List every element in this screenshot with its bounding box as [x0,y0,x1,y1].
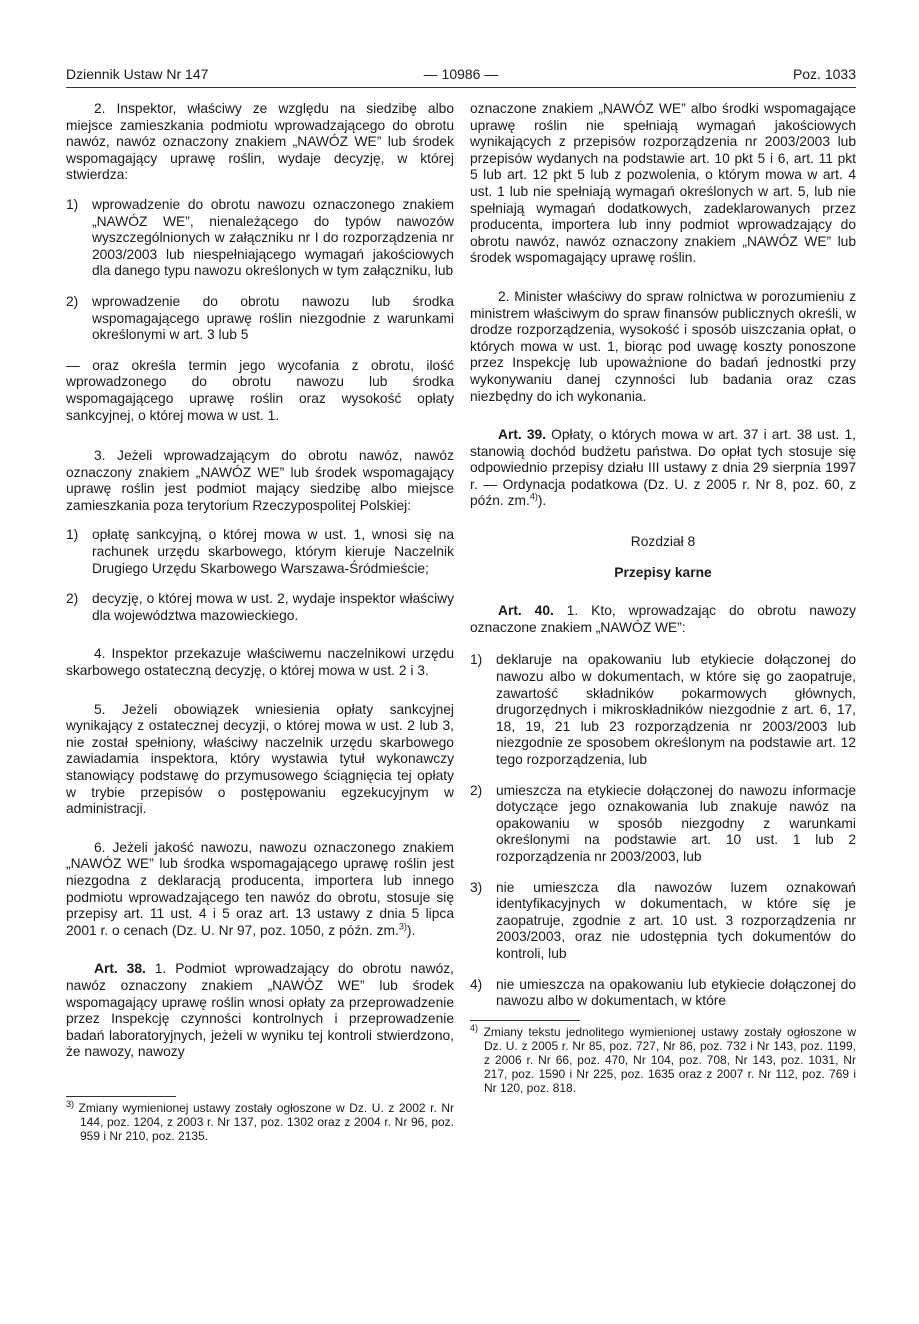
list-item: 1) opłatę sankcyjną, o której mowa w ust. 1, wnosi się na rachunek urzędu skarbowego, którym kieruje Naczelnik Drugiego Urzędu Skarbowego Warszawa-Śródmieście; [66,527,454,576]
list-item: 2) wprowadzenie do obrotu nawozu lub środka wspomagającego uprawę roślin niezgodnie z warunkami określonymi w art. 3 lub 5 [66,293,454,343]
list-item: 1) deklaruje na opakowaniu lub etykiecie dołączonej do nawozu albo w dokumentach, w które się go zaopatruje, zawartość składników pokarmowych głównych, drugorzędnych i mikroskładników niezgodnie z art. 6, 17, 18, 19, 21 lub 23 rozporządzenia nr 2003/2003 lub niezgodnie ze sposobem określonym na podstawie art. 12 tego rozporządzenia, lub [470,652,856,767]
footnote-ref: 3) [398,921,407,932]
list-item: 4) nie umieszcza na opakowaniu lub etykiecie dołączonej do nawozu albo w dokumentach, w które [470,976,856,1009]
article-label: Art. 40. [498,603,554,619]
chapter-number: Rozdział 8 [630,534,696,550]
paragraph-continued: oznaczone znakiem „NAWÓZ WE” albo środki wspomagające uprawę roślin nie spełniają wymagań jakościowych wynikających z przepisów rozporządzenia nr 2003/2003 lub przepisów wydanych na podstawie art. 10 pkt 5 i 6, art. 11 pkt 5 lub art. 12 pkt 5 lub z pozwolenia, o którym mowa w art. 4 ust. 1 lub nie spełniają wymagań określonych w art. 5, lub nie spełniają wymagań dodatkowych, zadeklarowanych przez producenta, importera lub inny podmiot wprowadzający do obrotu nawóz, nawóz oznaczony znakiem „NAWÓZ WE” lub środek wspomagający uprawę roślin. [470,101,856,266]
list-item: 1) wprowadzenie do obrotu nawozu oznaczonego znakiem „NAWÓZ WE”, nienależącego do typów nawozów wyszczególnionych w załączniku nr I do rozporządzenia nr 2003/2003 lub niespełniającego wymagań jakościowych dla danego typu nawozu określonych w tym załączniku, lub [66,196,454,279]
paragraph-2-right: 2. Minister właściwy do spraw rolnictwa w porozumieniu z ministrem właściwym do spraw finansów publicznych określi, w drodze rozporządzenia, wysokość i sposób uiszczania opłat, o których mowa w ust. 1, biorąc pod uwagę koszty ponoszone przez Inspekcję lub upoważnione do badań jednostki przy wykonywaniu danej czynności lub badania oraz czas niezbędny do ich wykonania. [470,288,856,404]
footnote-3: $^{3)}$ Zmiany wymienionej ustawy zostały ogłoszone w Dz. U. z 2002 r. Nr 144, poz. 1204, z 2003 r. Nr 137, poz. 1302 oraz z 2004 r. Nr 96, poz. 959 i Nr 210, poz. 2135. [66,1098,454,1143]
position-number: Poz. 1033 [792,66,856,82]
footnote-rule [66,1096,176,1097]
footnote-rule [470,1020,580,1021]
page-number: — 10986 — [423,66,499,82]
left-column [66,101,454,1143]
article-label: Art. 39. [498,427,547,443]
list-item: 3) nie umieszcza dla nawozów luzem oznakowań identyfikacyjnych w dokumentach, w które się je zaopatruje, zgodnie z art. 10 ust. 3 rozporządzenia nr 2003/2003, oraz nie udostępnia tych dokumentów do kontroli, lub [470,879,856,961]
paragraph-2: 2. Inspektor, właściwy ze względu na siedzibę albo miejsce zamieszkania podmiotu wprowadzającego do obrotu nawóz, nawóz oznaczony znakiem „NAWÓZ WE” lub środek wspomagający uprawę roślin, wydaje decyzję, w której stwierdza: [66,101,454,183]
page-header [66,66,856,86]
article-label: Art. 38. [94,961,146,977]
paragraph-2-tail: — oraz określa termin jego wycofania z obrotu, ilość wprowadzonego do obrotu nawozu lub środka wspomagającego uprawę roślin oraz wysokość opłaty sankcyjnej, o której mowa w ust. 1. [66,357,454,423]
journal-title: Dziennik Ustaw Nr 147 [66,66,209,82]
paragraph-6: 6. Jeżeli jakość nawozu, nawozu oznaczonego znakiem „NAWÓZ WE” lub środka wspomagającego uprawę roślin jest niezgodna z deklaracją producenta, importera lub innego podmiotu wprowadzającego ten nawóz do obrotu, stosuje się przepisy art. 11 ust. 4 i 5 oraz art. 13 ustawy z dnia 5 lipca 2001 r. o cenach (Dz. U. Nr 97, poz. 1050, z późn. zm.$^{3)}$). [66,839,454,938]
right-column [470,101,856,1095]
list-item: 2) umieszcza na etykiecie dołączonej do nawozu informacje dotyczące jego oznakowania lub znakuje nawóz na opakowaniu w sposób niezgodny z warunkami określonymi na podstawie art. 10 ust. 1 lub 2 rozporządzenia nr 2003/2003, lub [470,782,856,864]
chapter-title: Przepisy karne [614,564,712,580]
list-item: 2) decyzję, o której mowa w ust. 2, wydaje inspektor właściwy dla województwa mazowieckiego. [66,591,454,623]
footnote-4: $^{4)}$ Zmiany tekstu jednolitego wymienionej ustawy zostały ogłoszone w Dz. U. z 2005 r. Nr 85, poz. 727, Nr 86, poz. 732 i Nr 143, poz. 1199, z 2006 r. Nr 66, poz. 470, Nr 104, poz. 708, Nr 143, poz. 1031, Nr 217, poz. 1590 i Nr 225, poz. 1635 oraz z 2007 r. Nr 112, poz. 769 i Nr 120, poz. 818. [470,1022,856,1095]
header-rule [66,87,856,88]
article-40: Art. 40. 1. Kto, wprowadzając do obrotu nawozy oznaczone znakiem „NAWÓZ WE”: [470,603,857,635]
article-39: Art. 39. Opłaty, o których mowa w art. 37 i art. 38 ust. 1, stanowią dochód budżetu państwa. Do opłat tych stosuje się odpowiednio przepisy działu III ustawy z dnia 29 sierpnia 1997 r. — Ordynacja podatkowa (Dz. U. z 2005 r. Nr 8, poz. 60, z późn. zm.$^{4)}$). [470,427,856,509]
paragraph-5: 5. Jeżeli obowiązek wniesienia opłaty sankcyjnej wynikający z ostatecznej decyzji, o której mowa w ust. 2 lub 3, nie został spełniony, właściwy naczelnik urzędu skarbowego zawiadamia inspektora, który wystawia tytuł wykonawczy stanowiący podstawę do przymusowego ściągnięcia tej opłaty w trybie przepisów o postępowaniu egzekucyjnym w administracji. [66,701,454,817]
footnote-ref: 4) [529,491,538,502]
paragraph-4: 4. Inspektor przekazuje właściwemu naczelnikowi urzędu skarbowego ostateczną decyzję, o której mowa w ust. 2 i 3. [66,646,454,679]
paragraph-3: 3. Jeżeli wprowadzającym do obrotu nawóz, nawóz oznaczony znakiem „NAWÓZ WE” lub środek wspomagający uprawę roślin jest podmiot mający siedzibę albo miejsce zamieszkania poza terytorium Rzeczypospolitej Polskiej: [66,448,454,513]
article-38: Art. 38. 1. Podmiot wprowadzający do obrotu nawóz, nawóz oznaczony znakiem „NAWÓZ WE” lub środek wspomagający uprawę roślin wnosi opłaty za przeprowadzenie przez Inspekcję czynności kontrolnych i przeprowadzenie badań laboratoryjnych, jeżeli w wyniku tej kontroli stwierdzono, że nawozy, nawozy [66,961,454,1060]
